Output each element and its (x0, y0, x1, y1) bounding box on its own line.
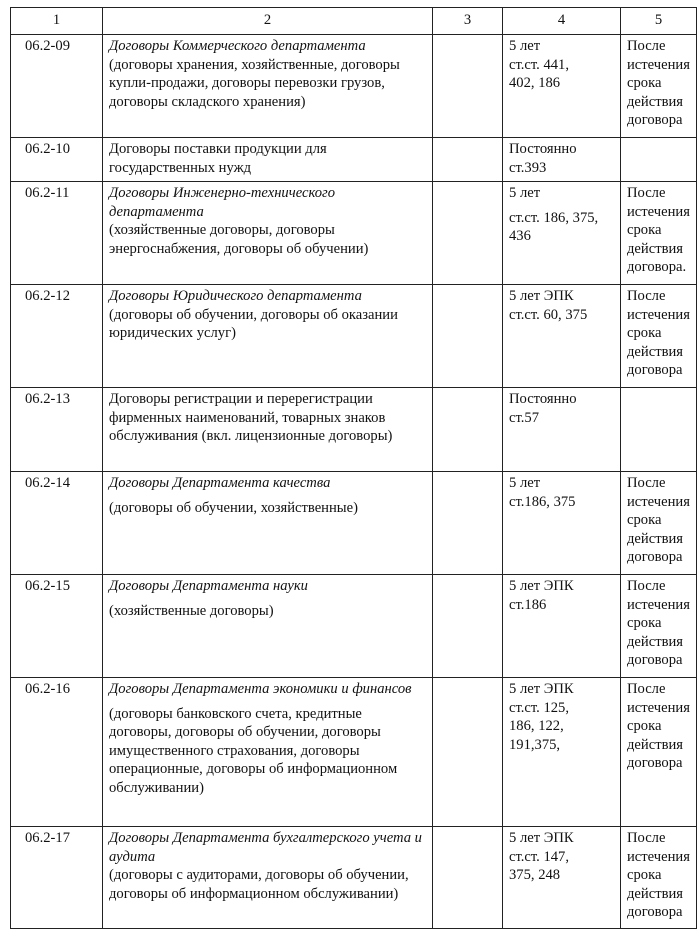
retention-cell (503, 182, 621, 285)
heading-description: (договоры с аудиторами, договоры об обучении, договоры об информационном обслуживании) (109, 867, 409, 902)
copies-cell (433, 678, 503, 827)
heading-description: (договоры об обучении, хозяйственные) (109, 499, 358, 516)
index-code: 06.2-09 (11, 35, 103, 138)
heading-description: Договоры регистрации и перерегистрации фирменных наименований, товарных знаков обслуживания (вкл. лицензионные договоры) (109, 391, 393, 445)
table-row (11, 285, 697, 388)
retention-line: ст.393 (509, 159, 547, 176)
copies-cell (433, 138, 503, 182)
retention-line: 375, 248 (509, 867, 561, 884)
note-cell: После истечения срока действия договора (621, 35, 697, 138)
retention-line: ст.ст. 147, (509, 848, 569, 865)
copies-cell (433, 575, 503, 678)
heading-cell (103, 182, 433, 285)
retention-line: 186, 122, (509, 718, 564, 735)
copies-cell (433, 827, 503, 929)
heading-title: Договоры Департамента качества (109, 475, 331, 491)
table-row (11, 575, 697, 678)
col-header-3: 3 (433, 8, 503, 35)
retention-line: ст.57 (509, 409, 539, 426)
heading-cell (103, 35, 433, 138)
retention-line: 402, 186 (509, 75, 561, 92)
index-code: 06.2-13 (11, 388, 103, 472)
note-cell: После истечения срока действия договора (621, 472, 697, 575)
heading-cell (103, 678, 433, 827)
col-header-1: 1 (11, 8, 103, 35)
heading-title: Договоры Департамента бухгалтерского учета и аудита (109, 830, 422, 865)
heading-cell (103, 138, 433, 182)
retention-cell (503, 388, 621, 472)
index-code: 06.2-14 (11, 472, 103, 575)
header-row (11, 8, 697, 35)
heading-cell (103, 388, 433, 472)
index-code: 06.2-12 (11, 285, 103, 388)
heading-cell (103, 575, 433, 678)
note-cell (621, 138, 697, 182)
retention-line: 191,375, (509, 736, 561, 753)
heading-description: (договоры об обучении, договоры об оказании юридических услуг) (109, 306, 398, 342)
retention-cell (503, 575, 621, 678)
retention-line: 5 лет ЭПК (509, 681, 574, 697)
table-row (11, 472, 697, 575)
index-code: 06.2-15 (11, 575, 103, 678)
retention-line: ст.ст. 441, (509, 56, 569, 73)
retention-line: 5 лет (509, 185, 541, 201)
col-header-2: 2 (103, 8, 433, 35)
retention-line: ст.ст. 186, 375, (509, 209, 599, 226)
retention-line: 436 (509, 228, 531, 245)
retention-line: Постоянно (509, 141, 577, 157)
retention-cell (503, 678, 621, 827)
heading-description: (договоры хранения, хозяйственные, договоры купли-продажи, договоры перевозки грузов, договоры складского хранения) (109, 56, 400, 110)
copies-cell (433, 35, 503, 138)
heading-cell (103, 285, 433, 388)
col-header-4: 4 (503, 8, 621, 35)
note-cell: После истечения срока действия договора (621, 827, 697, 929)
heading-title: Договоры Юридического департамента (109, 288, 362, 304)
table-row (11, 388, 697, 472)
index-code: 06.2-16 (11, 678, 103, 827)
note-cell: После истечения срока действия договора (621, 285, 697, 388)
heading-description: (хозяйственные договоры) (109, 602, 274, 619)
table-row (11, 182, 697, 285)
retention-line: 5 лет ЭПК (509, 578, 574, 594)
table-row (11, 678, 697, 827)
retention-line: 5 лет ЭПК (509, 288, 574, 304)
heading-cell (103, 472, 433, 575)
heading-title: Договоры Департамента экономики и финансов (109, 681, 412, 697)
heading-title: Договоры Коммерческого департамента (109, 38, 366, 54)
retention-line: ст.ст. 125, (509, 699, 569, 716)
heading-cell (103, 827, 433, 929)
note-cell: После истечения срока действия договора (621, 575, 697, 678)
copies-cell (433, 472, 503, 575)
retention-line: ст.186, 375 (509, 493, 576, 510)
retention-line: 5 лет ЭПК (509, 830, 574, 846)
table-row (11, 827, 697, 929)
heading-title: Договоры Инженерно-технического департамента (109, 185, 336, 220)
index-code: 06.2-17 (11, 827, 103, 929)
copies-cell (433, 182, 503, 285)
note-cell (621, 388, 697, 472)
retention-line: 5 лет (509, 38, 541, 54)
retention-line: 5 лет (509, 475, 541, 491)
retention-cell (503, 472, 621, 575)
retention-cell (503, 138, 621, 182)
table-row (11, 138, 697, 182)
retention-cell (503, 35, 621, 138)
note-cell: После истечения срока действия договора. (621, 182, 697, 285)
copies-cell (433, 285, 503, 388)
records-table (10, 7, 697, 929)
col-header-5: 5 (621, 8, 697, 35)
heading-description: Договоры поставки продукции для государственных нужд (109, 141, 327, 176)
retention-cell (503, 285, 621, 388)
index-code: 06.2-11 (11, 182, 103, 285)
table-row (11, 35, 697, 138)
heading-description: (договоры банковского счета, кредитные договоры, договоры об обучении, договоры имущественного страхования, договоры операционные, договоры об информационном обслуживании) (109, 705, 398, 796)
heading-title: Договоры Департамента науки (109, 578, 308, 594)
retention-line: Постоянно (509, 391, 577, 407)
note-cell: После истечения срока действия договора (621, 678, 697, 827)
retention-line: ст.ст. 60, 375 (509, 306, 588, 323)
copies-cell (433, 388, 503, 472)
retention-line: ст.186 (509, 596, 547, 613)
index-code: 06.2-10 (11, 138, 103, 182)
heading-description: (хозяйственные договоры, договоры энергоснабжения, договоры об обучении) (109, 222, 369, 257)
retention-cell (503, 827, 621, 929)
